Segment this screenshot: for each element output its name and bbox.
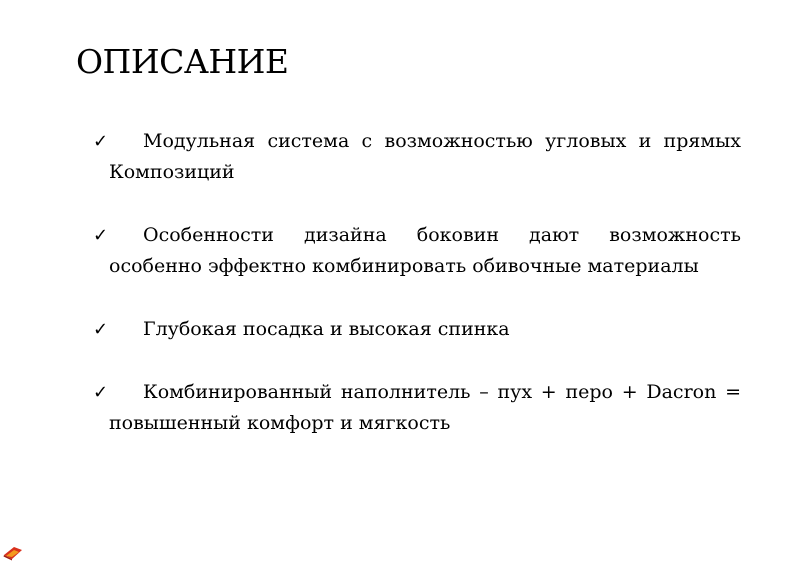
slide-title: ОПИСАНИЕ (76, 42, 289, 81)
checkmark-icon: ✓ (93, 225, 109, 246)
list-item (93, 126, 741, 188)
bullet-text: Модульная система с возможностью угловых и прямых Композиций (109, 130, 741, 183)
bullet-text: Глубокая посадка и высокая спинка (143, 318, 510, 340)
checkmark-icon: ✓ (93, 319, 109, 340)
bullet-text: Комбинированный наполнитель – пух + перо + Dacron = повышенный комфорт и мягкость (109, 381, 741, 434)
checkmark-icon: ✓ (93, 131, 109, 152)
description-list (93, 126, 741, 471)
checkmark-icon: ✓ (93, 382, 109, 403)
list-item (93, 220, 741, 282)
list-item (93, 377, 741, 439)
brand-logo-icon (2, 545, 24, 561)
bullet-text: Особенности дизайна боковин дают возможность особенно эффектно комбинировать обивочные материалы (109, 224, 741, 277)
list-item (93, 314, 741, 345)
